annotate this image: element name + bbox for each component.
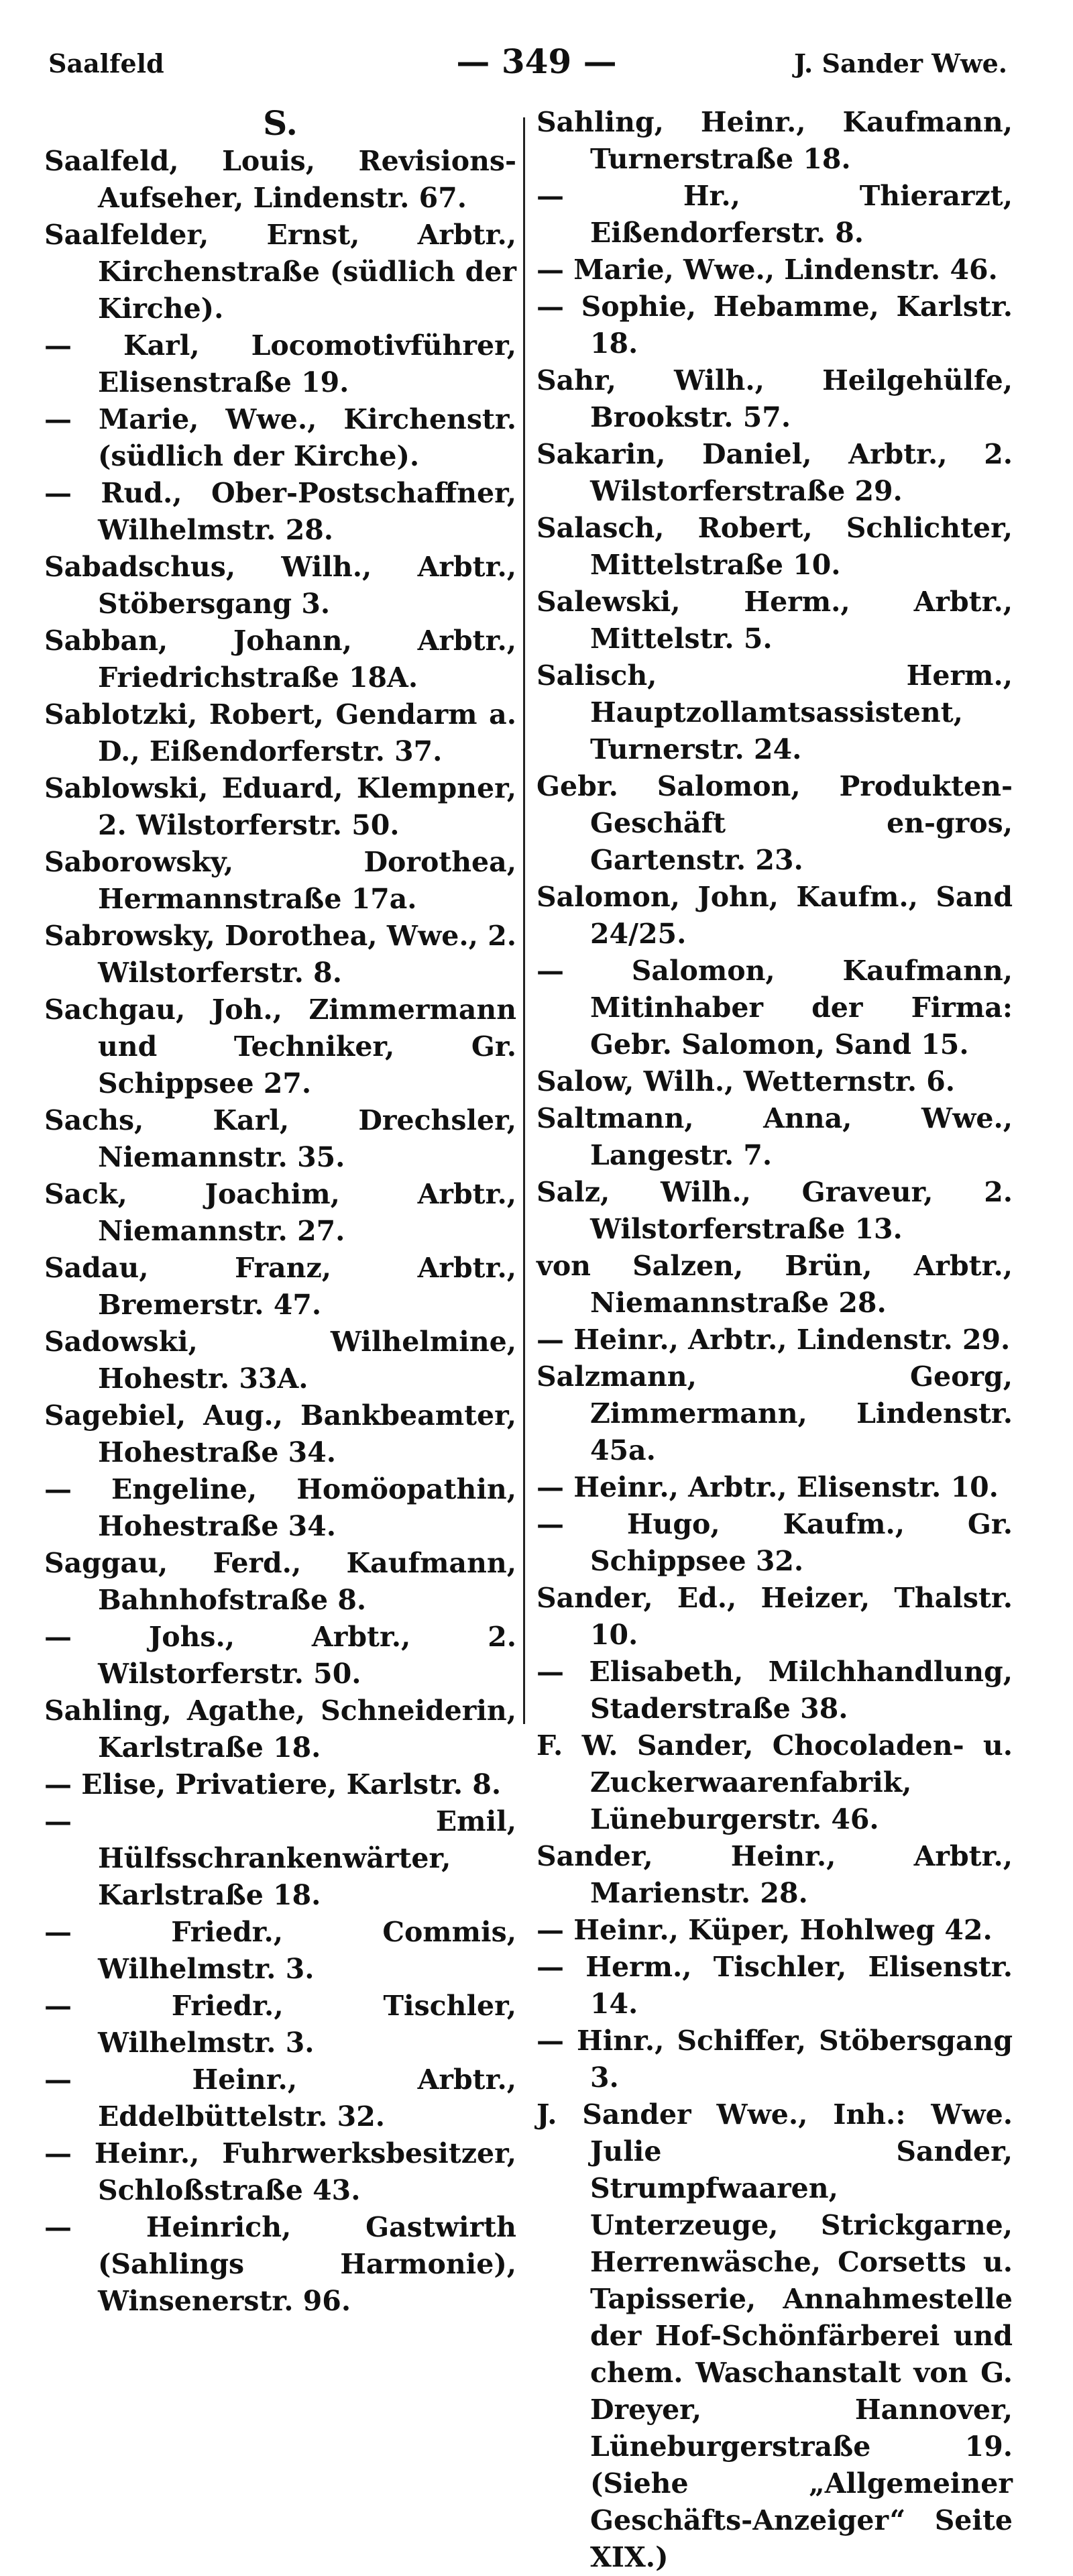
section-letter: S. — [263, 103, 298, 143]
directory-entry: — Marie, Wwe., Lindenstr. 46. — [536, 254, 998, 286]
directory-entry: — Heinr., Arbtr., Eddelbüttelstr. 32. — [44, 2063, 516, 2133]
directory-entry: Sablowski, Eduard, Klempner, 2. Wilstorferstr. 50. — [44, 772, 516, 841]
directory-entry: F. W. Sander, Chocoladen- u. Zuckerwaarenfabrik, Lüneburgerstr. 46. — [536, 1729, 1013, 1835]
directory-entry: Salow, Wilh., Wetternstr. 6. — [536, 1065, 956, 1097]
directory-entry: Sander, Ed., Heizer, Thalstr. 10. — [536, 1582, 1013, 1651]
directory-entry: Sachs, Karl, Drechsler, Niemannstr. 35. — [44, 1104, 516, 1173]
directory-entry: Sack, Joachim, Arbtr., Niemannstr. 27. — [44, 1178, 516, 1247]
header-right-catchword: J. Sander Wwe. — [794, 48, 1007, 78]
directory-entry: Salzmann, Georg, Zimmermann, Lindenstr. 45a. — [536, 1360, 1013, 1466]
directory-entry: Saggau, Ferd., Kaufmann, Bahnhofstraße 8. — [44, 1547, 516, 1616]
directory-entry: Sander, Heinr., Arbtr., Marienstr. 28. — [536, 1840, 1013, 1909]
directory-entry: — Salomon, Kaufmann, Mitinhaber der Firma: Gebr. Salomon, Sand 15. — [536, 955, 1013, 1061]
directory-entry: — Johs., Arbtr., 2. Wilstorferstr. 50. — [44, 1621, 516, 1690]
page-number: — 349 — — [456, 42, 617, 81]
directory-entry: — Emil, Hülfsschrankenwärter, Karlstraße 18. — [44, 1805, 516, 1911]
directory-entry: — Rud., Ober-Postschaffner, Wilhelmstr. 28. — [44, 477, 516, 546]
directory-entry: Sabadschus, Wilh., Arbtr., Stöbersgang 3. — [44, 551, 516, 620]
directory-entry: Saalfelder, Ernst, Arbtr., Kirchenstraße (südlich der Kirche). — [44, 219, 516, 325]
directory-entry: — Friedr., Tischler, Wilhelmstr. 3. — [44, 1990, 516, 2059]
directory-entry: — Heinr., Küper, Hohlweg 42. — [536, 1914, 993, 1946]
directory-entry: Sadau, Franz, Arbtr., Bremerstr. 47. — [44, 1252, 516, 1321]
directory-entry: Salasch, Robert, Schlichter, Mittelstraße 10. — [536, 512, 1013, 581]
directory-entry: Sablotzki, Robert, Gendarm a. D., Eißendorferstr. 37. — [44, 698, 516, 767]
directory-entry: — Heinr., Fuhrwerksbesitzer, Schloßstraße 43. — [44, 2137, 516, 2206]
directory-entry: Sahling, Agathe, Schneiderin, Karlstraße 18. — [44, 1695, 516, 1764]
directory-entry: — Karl, Locomotivführer, Elisenstraße 19. — [44, 329, 516, 398]
directory-entry: Saltmann, Anna, Wwe., Langestr. 7. — [536, 1102, 1013, 1171]
directory-entry: Sadowski, Wilhelmine, Hohestr. 33A. — [44, 1326, 516, 1395]
directory-entry: Saborowsky, Dorothea, Hermannstraße 17a. — [44, 846, 516, 915]
directory-entry: — Marie, Wwe., Kirchenstr. (südlich der Kirche). — [44, 403, 516, 472]
directory-entry: Saalfeld, Louis, Revisions-Aufseher, Lindenstr. 67. — [44, 145, 516, 214]
directory-entry: — Hr., Thierarzt, Eißendorferstr. 8. — [536, 180, 1013, 249]
directory-entry: Sahling, Heinr., Kaufmann, Turnerstraße 18. — [536, 106, 1013, 175]
directory-entry: von Salzen, Brün, Arbtr., Niemannstraße 28. — [536, 1250, 1013, 1319]
directory-entry: — Hinr., Schiffer, Stöbersgang 3. — [536, 2025, 1013, 2094]
header-left-catchword: Saalfeld — [48, 48, 164, 78]
directory-entry: Salewski, Herm., Arbtr., Mittelstr. 5. — [536, 586, 1013, 655]
directory-entry: — Elisabeth, Milchhandlung, Staderstraße 38. — [536, 1656, 1013, 1725]
directory-entry: Salomon, John, Kaufm., Sand 24/25. — [536, 881, 1013, 950]
directory-entry: — Hugo, Kaufm., Gr. Schippsee 32. — [536, 1508, 1013, 1577]
directory-entry: — Herm., Tischler, Elisenstr. 14. — [536, 1951, 1013, 2020]
left-column — [44, 104, 516, 2320]
directory-entry: Sakarin, Daniel, Arbtr., 2. Wilstorferstraße 29. — [536, 438, 1013, 507]
directory-entry: — Sophie, Hebamme, Karlstr. 18. — [536, 290, 1013, 360]
directory-entry: Sahr, Wilh., Heilgehülfe, Brookstr. 57. — [536, 364, 1013, 433]
directory-entry: — Elise, Privatiere, Karlstr. 8. — [44, 1768, 502, 1801]
directory-entry: Salisch, Herm., Hauptzollamtsassistent, Turnerstr. 24. — [536, 659, 1013, 765]
directory-entry: Sagebiel, Aug., Bankbeamter, Hohestraße 34. — [44, 1399, 516, 1468]
directory-entry: J. Sander Wwe., Inh.: Wwe. Julie Sander, Strumpfwaaren, Unterzeuge, Strickgarne, Herrenwäsche, Corsetts u. Tapisserie, Annahmestelle der Hof-Schönfärberei und chem. Waschanstalt von G. Dreyer, Hannover, Lüneburgerstraße 19. (Siehe „Allgemeiner Geschäfts-Anzeiger“ Seite XIX.) — [536, 2098, 1013, 2573]
directory-entry: — Heinr., Arbtr., Lindenstr. 29. — [536, 1324, 1011, 1356]
directory-entry: — Engeline, Homöopathin, Hohestraße 34. — [44, 1473, 516, 1542]
directory-entry: — Heinr., Arbtr., Elisenstr. 10. — [536, 1471, 999, 1503]
directory-entry: — Friedr., Commis, Wilhelmstr. 3. — [44, 1916, 516, 1985]
directory-entry: Sachgau, Joh., Zimmermann und Techniker, Gr. Schippsee 27. — [44, 994, 516, 1099]
column-divider — [523, 117, 525, 1724]
right-column — [536, 104, 1013, 2576]
directory-entry: Salz, Wilh., Graveur, 2. Wilstorferstraße 13. — [536, 1176, 1013, 1245]
directory-entry: Sabrowsky, Dorothea, Wwe., 2. Wilstorferstr. 8. — [44, 920, 516, 989]
directory-entry: Sabban, Johann, Arbtr., Friedrichstraße 18A. — [44, 625, 516, 694]
directory-entry: Gebr. Salomon, Produkten-Geschäft en-gros, Gartenstr. 23. — [536, 770, 1013, 876]
directory-entry: — Heinrich, Gastwirth (Sahlings Harmonie), Winsenerstr. 96. — [44, 2211, 516, 2317]
